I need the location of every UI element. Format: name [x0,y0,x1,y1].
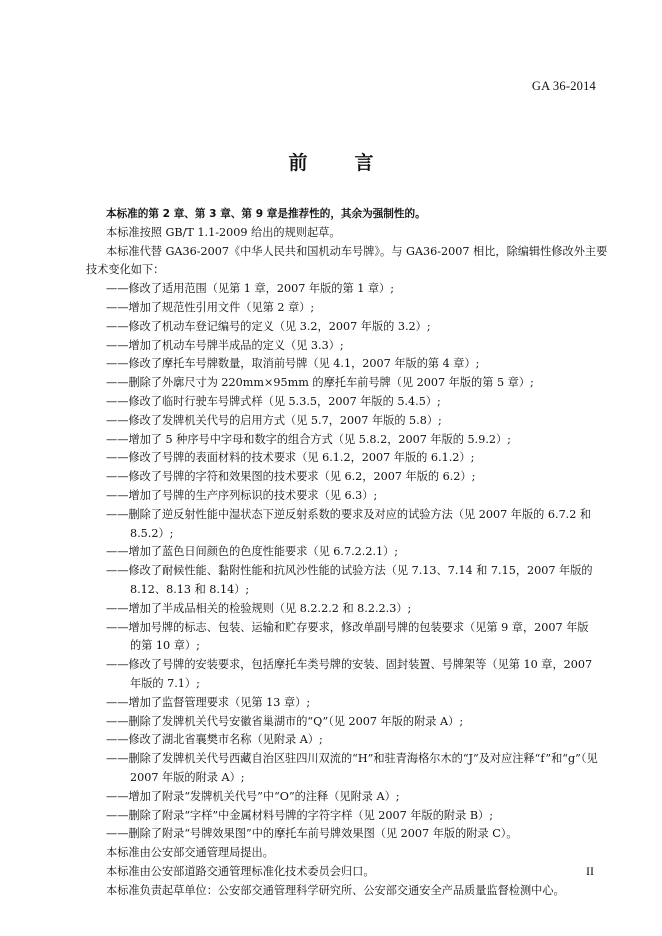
list-item: ——增加了机动车号牌半成品的定义（见 3.3）; [106,338,344,352]
list-item: ——增加了 5 种序号中字母和数字的组合方式（见 5.8.2，2007 年版的 5.9.2）; [106,432,511,446]
list-item: ——增加了号牌的生产序列标识的技术要求（见 6.3）; [106,488,378,502]
list-item: ——修改了号牌的字符和效果图的技术要求（见 6.2，2007 年版的 6.2）; [106,470,476,484]
list-item: ——修改了号牌的安装要求，包括摩托车类号牌的安装、固封装置、号牌架等（见第 10 章，2007 年版的 7.1）; [106,658,593,690]
foreword-body [86,205,608,900]
list-item: ——增加了附录“发牌机关代号”中“O”的注释（见附录 A）; [106,789,400,803]
list-item: ——修改了湖北省襄樊市名称（见附录 A）; [106,733,323,747]
list-item: ——增加了监督管理要求（见第 13 章）; [106,695,311,709]
list-item: ——增加号牌的标志、包装、运输和贮存要求，修改单副号牌的包装要求（见第 9 章，2007 年版的第 10 章）; [106,620,589,653]
list-item: ——修改了机动车登记编号的定义（见 3.2，2007 年版的 3.2）; [106,319,431,333]
list-item: ——删除了附录“字样”中金属材料号牌的字符字样（见 2007 年版的附录 B）; [106,808,494,822]
intro-line: 技术变化如下： [86,263,165,277]
list-item: ——修改了号牌的表面材料的技术要求（见 6.1.2，2007 年版的 6.1.2）; [106,451,475,465]
page-number: II [586,864,594,878]
list-item: ——修改了摩托车号牌数量，取消前号牌（见 4.1，2007 年版的第 4 章）; [106,357,480,371]
footer-line: 本标准负责起草单位：公安部交通管理科学研究所、公安部交通安全产品质量监督检测中心。 [106,883,565,897]
list-item: ——删除了外廓尺寸为 220mm×95mm 的摩托车前号牌（见 2007 年版的第 5 章）; [106,376,534,390]
responsibility-lines [86,844,598,900]
list-item: ——增加了半成品相关的检验规则（见 8.2.2.2 和 8.2.2.3）; [106,601,412,615]
intro-bold-line: 本标准的第 2 章、第 3 章、第 9 章是推荐性的，其余为强制性的。 [106,208,426,220]
list-item: ——修改了适用范围（见第 1 章，2007 年版的第 1 章）; [106,282,395,296]
intro-line: 本标准代替 GA36-2007《中华人民共和国机动车号牌》。与 GA36-2007 相比，除编辑性修改外主要 [106,244,608,258]
intro-line: 本标准按照 GB/T 1.1-2009 给出的规则起草。 [106,225,341,239]
list-item: ——修改了临时行驶车号牌式样（见 5.3.5，2007 年版的 5.4.5）; [106,394,441,408]
change-list [86,280,598,844]
list-item: ——删除了附录“号牌效果图”中的摩托车前号牌效果图（见 2007 年版的附录 C）。 [106,827,518,841]
list-item: ——增加了规范性引用文件（见第 2 章）; [106,300,315,314]
list-item: ——修改了耐候性能、黏附性能和抗风沙性能的试验方法（见 7.13、7.14 和 7.15，2007 年版的 8.12、8.13 和 8.14）; [106,564,593,596]
standard-code: GA 36-2014 [531,79,596,93]
list-item: ——修改了发牌机关代号的启用方式（见 5.7，2007 年版的 5.8）; [106,413,442,427]
list-item: ——删除了逆反射性能中湿状态下逆反射系数的要求及对应的试验方法（见 2007 年版的 6.7.2 和 8.5.2）; [106,507,592,540]
footer-line: 本标准由公安部道路交通管理标准化技术委员会归口。 [106,864,375,878]
page-title: 前 言 [288,152,388,174]
list-item: ——删除了发牌机关代号西藏自治区驻四川双流的“H”和驻青海格尔木的“J”及对应注释“f”和“g”（见 2007 年版的附录 A）; [106,752,598,784]
footer-line: 本标准由公安部交通管理局提出。 [106,846,274,860]
list-item: ——删除了发牌机关代号安徽省巢湖市的“Q”（见 2007 年版的附录 A）; [106,714,464,728]
list-item: ——增加了蓝色日间颜色的色度性能要求（见 6.7.2.2.1）; [106,545,399,559]
